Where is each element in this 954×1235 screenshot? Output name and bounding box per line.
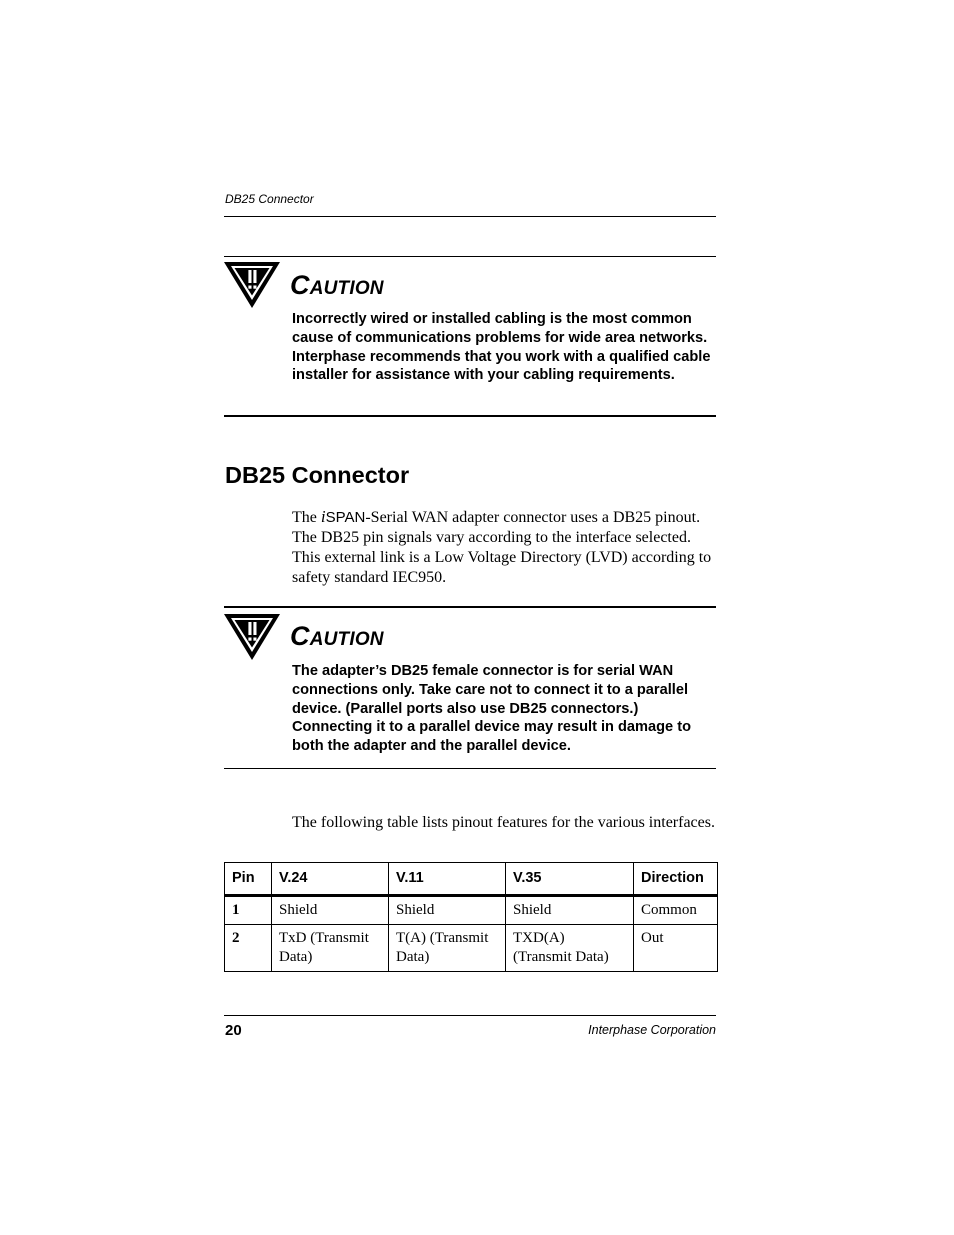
col-header-pin: Pin <box>225 863 272 896</box>
table-cell: Out <box>634 925 718 972</box>
caution-text: Incorrectly wired or installed cabling is the most common cause of communications problems for wide area networks. Interphase recommends that you work with a qualified cable installer for assistance with your cabling requirements. <box>292 311 711 384</box>
table-cell: TxD (Transmit Data) <box>272 925 389 972</box>
table-cell: T(A) (Transmit Data) <box>389 925 506 972</box>
caution-title: CAUTION <box>290 270 384 300</box>
table-cell: 1 <box>225 896 272 925</box>
table-row <box>225 925 718 972</box>
table-cell: Shield <box>389 896 506 925</box>
caution-text: The adapter’s DB25 female connector is for serial WAN connections only. Take care not to connect it to a parallel device. (Parallel ports also use DB25 connectors.) Connecting it to a parallel device may result in damage to both the adapter and the parallel device. <box>292 663 691 755</box>
warning-triangle-icon <box>224 614 280 662</box>
page-number: 20 <box>225 1022 242 1039</box>
pinout-table <box>224 862 718 972</box>
warning-triangle-icon <box>224 262 280 310</box>
caution-bottom-rule <box>224 768 716 769</box>
product-name: iSPAN <box>320 507 366 526</box>
table-header-row <box>225 863 718 896</box>
caution-top-rule <box>224 256 716 257</box>
table-cell: TXD(A) (Transmit Data) <box>506 925 634 972</box>
header-rule <box>224 216 716 217</box>
col-header-v24: V.24 <box>272 863 389 896</box>
caution-bottom-rule <box>224 415 716 417</box>
footer-rule <box>224 1015 716 1016</box>
col-header-direction: Direction <box>634 863 718 896</box>
intro-paragraph: The iSPAN-Serial WAN adapter connector uses a DB25 pinout. The DB25 pin signals vary according to the interface selected. This external link is a Low Voltage Directory (LVD) according to safety standard IEC950. <box>292 507 712 586</box>
caution-title: CAUTION <box>290 621 384 651</box>
table-intro: The following table lists pinout features for the various interfaces. <box>292 814 715 831</box>
running-header: DB25 Connector <box>225 192 314 206</box>
table-cell: Common <box>634 896 718 925</box>
section-heading: DB25 Connector <box>225 462 410 488</box>
table-cell: Shield <box>506 896 634 925</box>
table-cell: Shield <box>272 896 389 925</box>
col-header-v35: V.35 <box>506 863 634 896</box>
footer-company: Interphase Corporation <box>588 1023 716 1037</box>
table-row <box>225 896 718 925</box>
table-cell: 2 <box>225 925 272 972</box>
caution-top-rule <box>224 606 716 608</box>
col-header-v11: V.11 <box>389 863 506 896</box>
